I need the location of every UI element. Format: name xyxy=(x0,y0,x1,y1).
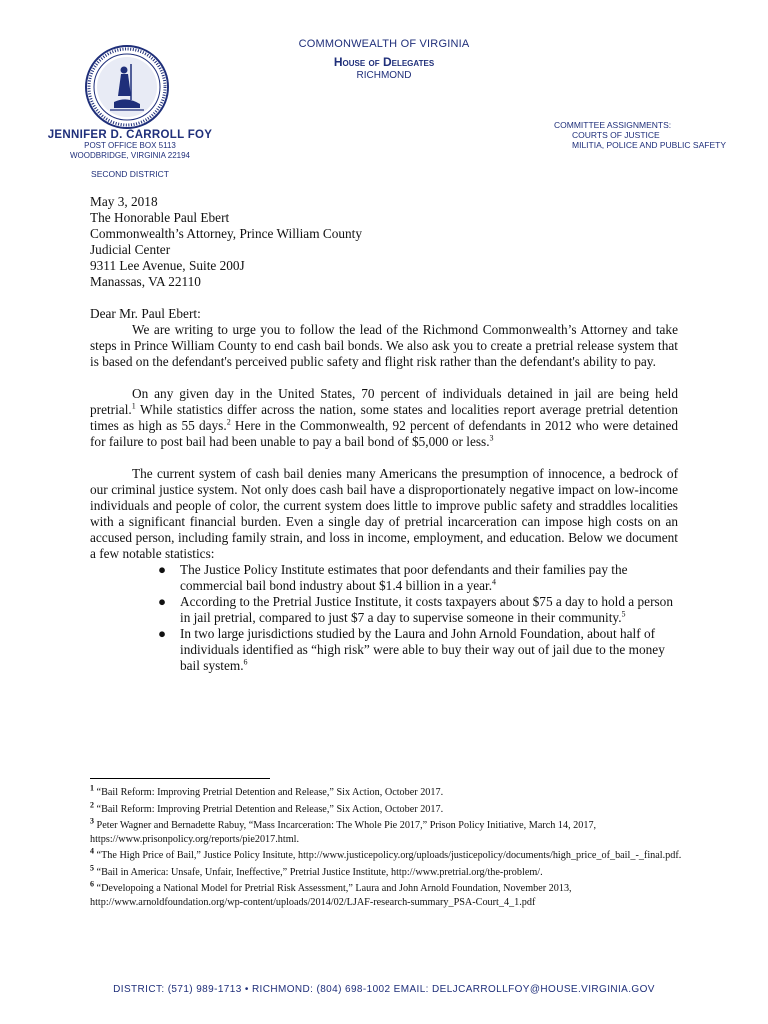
footnote xyxy=(90,800,690,817)
list-item-text: In two large jurisdictions studied by the Laura and John Arnold Foundation, about half of individuals identified as “high risk” were able to buy their way out of jail due to the money bail system. xyxy=(180,626,665,673)
footnote-ref[interactable]: 2 xyxy=(226,417,231,427)
footnote-text: “Bail in America: Unsafe, Unfair, Ineffective,” Pretrial Justice Institute, http://www.pretrial.org/the-problem/. xyxy=(96,866,543,878)
footnote-number: 6 xyxy=(90,879,94,889)
paragraph-2-text: Here in the Commonwealth, 92 percent of defendants in 2012 who were detained for failure to post bail had been unable to pay a bail bond of $5,000 or less. xyxy=(90,418,678,449)
letter-body xyxy=(90,194,678,674)
list-item xyxy=(90,594,678,626)
footnote xyxy=(90,816,690,846)
footnote-ref[interactable]: 4 xyxy=(492,577,497,587)
footnote-number: 2 xyxy=(90,800,94,810)
footnote-ref[interactable]: 6 xyxy=(243,657,248,667)
committee-item: COURTS OF JUSTICE xyxy=(572,130,660,140)
header-house: House of Delegates xyxy=(333,55,435,69)
recipient-line: Judicial Center xyxy=(90,242,171,257)
statistics-list xyxy=(90,562,678,674)
footnote xyxy=(90,863,690,880)
bullet-icon: ● xyxy=(158,594,167,609)
recipient-line: 9311 Lee Avenue, Suite 200J xyxy=(90,258,245,273)
contact-footer: DISTRICT: (571) 989-1713 • RICHMOND: (804) 698-1002 EMAIL: DELJCARROLLFOY@HOUSE.VIRGINIA.GOV xyxy=(113,984,655,995)
footnote-number: 4 xyxy=(90,846,94,856)
footnote xyxy=(90,846,690,863)
footnote-ref[interactable]: 1 xyxy=(131,401,136,411)
footnote-ref[interactable]: 5 xyxy=(621,609,626,619)
footnote-ref[interactable]: 3 xyxy=(489,433,494,443)
bullet-icon: ● xyxy=(158,626,167,641)
footnote-text: “Bail Reform: Improving Pretrial Detention and Release,” Six Action, October 2017. xyxy=(96,803,444,815)
committee-heading: COMMITTEE ASSIGNMENTS: xyxy=(554,120,672,130)
representative-district: SECOND DISTRICT xyxy=(91,169,169,179)
representative-address2: WOODBRIDGE, VIRGINIA 22194 xyxy=(69,151,191,160)
committee-item: MILITIA, POLICE AND PUBLIC SAFETY xyxy=(572,140,726,150)
footnote-number: 5 xyxy=(90,863,94,873)
footnote-number: 3 xyxy=(90,816,94,826)
paragraph-2-text: On any given day in the United States, 70 percent of individuals detained in jail are being held pretrial. xyxy=(90,386,678,417)
list-item-text: According to the Pretrial Justice Institute, it costs taxpayers about $75 a day to hold a person in jail pretrial, compared to just $7 a day to supervise someone in their community. xyxy=(180,594,673,625)
paragraph-3: The current system of cash bail denies many Americans the presumption of innocence, a bedrock of our criminal justice system. Not only does cash bail have a disproportionately negative impact on low-income individuals and people of color, the current system does little to improve public safety and straddles localities with a significant financial burden. Even a single day of pretrial incarceration can impose high costs on an accused person, including family strain, and loss in income, employment, and education. Below we document a few notable statistics: xyxy=(90,466,678,561)
salutation: Dear Mr. Paul Ebert: xyxy=(90,306,201,321)
footnotes xyxy=(90,783,690,912)
list-item xyxy=(90,562,678,594)
paragraph-1: We are writing to urge you to follow the lead of the Richmond Commonwealth’s Attorney and take steps in Prince William County to end cash bail bonds. We also ask you to create a pretrial release system that is based on the defendant's perceived public safety and flight risk rather than the defendant's ability to pay. xyxy=(90,322,678,369)
recipient-address xyxy=(90,210,678,290)
paragraph-2-text: While statistics differ across the nation, some states and localities report average pretrial detention times as high as 55 days. xyxy=(90,402,678,433)
representative-address1: POST OFFICE BOX 5113 xyxy=(84,141,176,150)
letter-date: May 3, 2018 xyxy=(90,194,158,209)
representative-block xyxy=(40,129,220,179)
list-item-text: The Justice Policy Institute estimates that poor defendants and their families pay the commercial bail bond industry about $1.4 billion in a year. xyxy=(180,562,628,593)
footnote-text: Peter Wagner and Bernadette Rabuy, “Mass Incarceration: The Whole Pie 2017,” Prison Policy Initiative, March 14, 2017, https://www.prisonpolicy.org/reports/pie2017.html. xyxy=(90,820,597,845)
footnote-number: 1 xyxy=(90,783,94,793)
recipient-line: The Honorable Paul Ebert xyxy=(90,210,230,225)
footnote-text: “Developoing a National Model for Pretrial Risk Assessment,” Laura and John Arnold Foundation, November 2013, http://www.arnoldfoundation.org/wp-content/uploads/2014/02/LJAF-research-summary_PSA-Court_4_1.pdf xyxy=(90,883,572,908)
paragraph-2 xyxy=(90,386,678,450)
committee-assignments xyxy=(554,120,726,150)
footnote-divider xyxy=(90,778,270,779)
footnote-text: “The High Price of Bail,” Justice Policy Insitute, http://www.justicepolicy.org/uploads/justicepolicy/documents/high_price_of_bail_-_final.pdf. xyxy=(96,850,682,861)
footnote xyxy=(90,783,690,800)
list-item xyxy=(90,626,678,674)
header-city: RICHMOND xyxy=(356,70,412,81)
recipient-line: Manassas, VA 22110 xyxy=(90,274,201,289)
bullet-icon: ● xyxy=(158,562,167,577)
footnote xyxy=(90,879,690,909)
recipient-line: Commonwealth’s Attorney, Prince William County xyxy=(90,226,363,241)
representative-name: JENNIFER D. CARROLL FOY xyxy=(47,129,213,141)
footnote-text: “Bail Reform: Improving Pretrial Detention and Release,” Six Action, October 2017. xyxy=(96,787,444,798)
header-state: COMMONWEALTH OF VIRGINIA xyxy=(298,38,470,50)
